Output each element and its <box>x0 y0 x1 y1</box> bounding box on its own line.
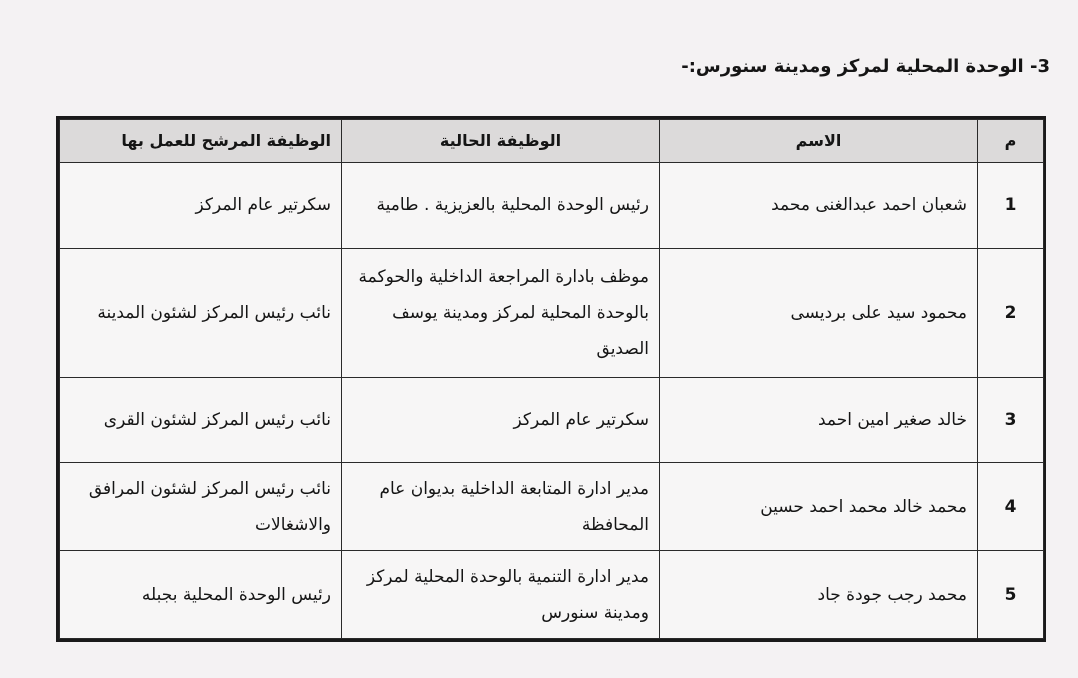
table-row <box>60 551 1044 639</box>
table-row <box>60 163 1044 249</box>
row-number: 1 <box>978 163 1044 249</box>
table-row <box>60 463 1044 551</box>
row-number: 2 <box>978 248 1044 377</box>
row-name: محمد خالد محمد احمد حسين <box>660 463 978 551</box>
row-current-job: مدير ادارة التنمية بالوحدة المحلية لمركز ومدينة سنورس <box>342 551 660 639</box>
header-current-job: الوظيفة الحالية <box>342 120 660 163</box>
row-current-job: سكرتير عام المركز <box>342 377 660 463</box>
row-current-job: رئيس الوحدة المحلية بالعزيزية . طامية <box>342 163 660 249</box>
row-nominated-job: سكرتير عام المركز <box>60 163 342 249</box>
header-number: م <box>978 120 1044 163</box>
row-name: شعبان احمد عبدالغنى محمد <box>660 163 978 249</box>
row-nominated-job: نائب رئيس المركز لشئون المرافق والاشغالات <box>60 463 342 551</box>
header-name: الاسم <box>660 120 978 163</box>
candidates-table <box>56 116 1046 642</box>
row-name: خالد صغير امين احمد <box>660 377 978 463</box>
row-number: 5 <box>978 551 1044 639</box>
row-nominated-job: رئيس الوحدة المحلية بجبله <box>60 551 342 639</box>
section-heading: 3- الوحدة المحلية لمركز ومدينة سنورس:- <box>681 56 1050 77</box>
row-number: 3 <box>978 377 1044 463</box>
row-nominated-job: نائب رئيس المركز لشئون القرى <box>60 377 342 463</box>
row-current-job: مدير ادارة المتابعة الداخلية بديوان عام المحافظة <box>342 463 660 551</box>
row-name: محمود سيد على برديسى <box>660 248 978 377</box>
header-nominated-job: الوظيفة المرشح للعمل بها <box>60 120 342 163</box>
table-row <box>60 248 1044 377</box>
row-number: 4 <box>978 463 1044 551</box>
candidates-table-grid <box>59 119 1044 639</box>
row-current-job: موظف بادارة المراجعة الداخلية والحوكمة بالوحدة المحلية لمركز ومدينة يوسف الصديق <box>342 248 660 377</box>
row-name: محمد رجب جودة جاد <box>660 551 978 639</box>
row-nominated-job: نائب رئيس المركز لشئون المدينة <box>60 248 342 377</box>
table-header-row <box>60 120 1044 163</box>
table-row <box>60 377 1044 463</box>
